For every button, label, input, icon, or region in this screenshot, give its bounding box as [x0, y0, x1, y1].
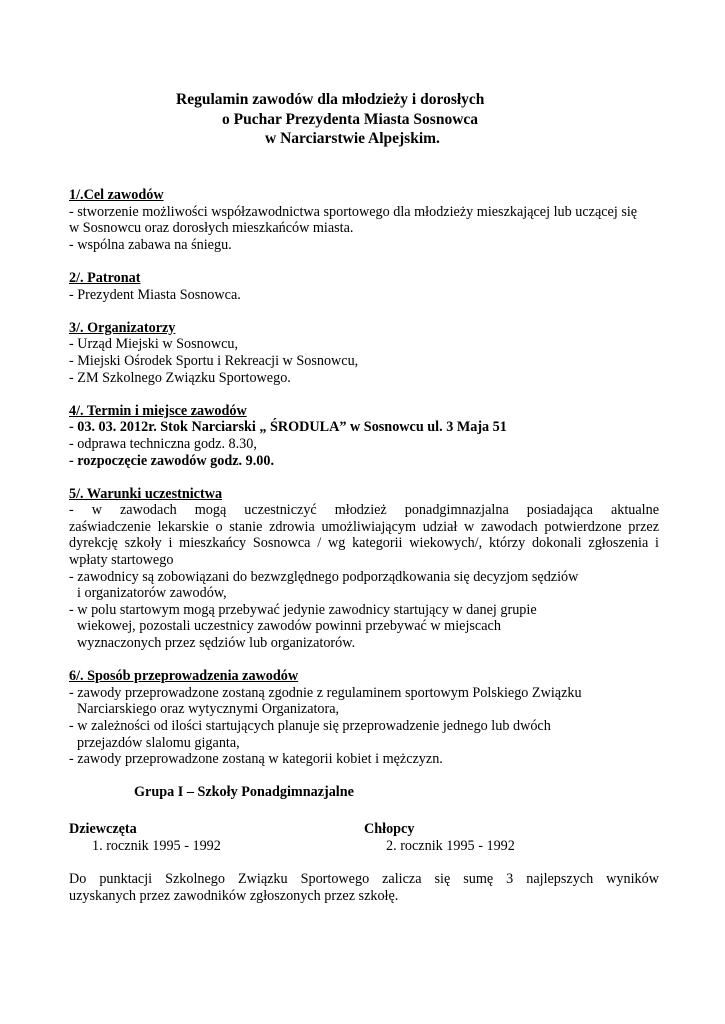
section-organizers [69, 320, 659, 386]
section-date-place [69, 403, 659, 469]
text-line: - stworzenie możliwości współzawodnictwa sportowego dla młodzieży mieszkającej lub uczącej się [69, 203, 638, 220]
document-body [69, 187, 659, 921]
title-line-1: Regulamin zawodów dla młodzieży i dorosłych [176, 91, 485, 108]
document-title [0, 90, 725, 149]
text-line: - rozpoczęcie zawodów godz. 9.00. [69, 452, 275, 469]
text-line: - Miejski Ośrodek Sportu i Rekreacji w Sosnowcu, [69, 352, 359, 369]
girls-column [69, 821, 221, 854]
section-heading: 1/.Cel zawodów [69, 187, 164, 203]
boys-column [364, 821, 515, 854]
text-line: - Prezydent Miasta Sosnowca. [69, 286, 241, 303]
girls-label: Dziewczęta [69, 820, 137, 837]
section-heading: 4/. Termin i miejsce zawodów [69, 402, 247, 419]
text-line: w Sosnowcu oraz dorosłych mieszkańców miasta. [69, 220, 354, 237]
text-line: wiekowej, pozostali uczestnicy zawodów powinni przebywać w miejscach [77, 618, 501, 635]
text-line: - wspólna zabawa na śniegu. [69, 236, 232, 253]
section-scoring [69, 871, 659, 904]
boys-years: 2. rocznik 1995 - 1992 [386, 837, 515, 854]
boys-label: Chłopcy [364, 820, 415, 837]
text-line: - w zależności od ilości startujących planuje się przeprowadzenie jednego lub dwóch [69, 718, 551, 734]
title-line-3: w Narciarstwie Alpejskim. [265, 130, 440, 147]
text-line: wyznaczonych przez sędziów lub organizatorów. [77, 635, 356, 652]
group-title: Grupa I – Szkoły Ponadgimnazjalne [134, 784, 354, 801]
text-line: - zawody przeprowadzone zostaną zgodnie z regulaminem sportowym Polskiego Związku [69, 684, 582, 701]
text-line: dyrekcję szkoły i mieszkańcy Sosnowca / wg kategorii wiekowych/, którzy dokonali zgłoszenia i [69, 535, 659, 552]
text-line: - w zawodach mogą uczestniczyć młodzież ponadgimnazjalna posiadająca aktualne [69, 502, 659, 519]
text-line: - zawodnicy są zobowiązani do bezwzględnego podporządkowania się decyzjom sędziów [69, 568, 579, 585]
text-line: - odprawa techniczna godz. 8.30, [69, 435, 257, 452]
section-goal [69, 187, 659, 253]
text-line: uzyskanych przez zawodników zgłoszonych przez szkołę. [69, 887, 399, 904]
text-line: przejazdów slalomu giganta, [77, 734, 240, 751]
section-heading: 2/. Patronat [69, 269, 141, 286]
section-participation [69, 486, 659, 652]
text-line: - 03. 03. 2012r. Stok Narciarski „ ŚRODULA” w Sosnowcu ul. 3 Maja 51 [69, 419, 507, 436]
text-line: wpłaty startowego [69, 552, 174, 569]
text-line: - Urząd Miejski w Sosnowcu, [69, 336, 239, 353]
category-columns [69, 821, 659, 855]
section-patronage [69, 270, 659, 303]
section-heading: 3/. Organizatorzy [69, 319, 176, 336]
text-line: zaświadczenie lekarskie o stanie zdrowia umożliwiającym udział w zawodach potwierdzone przez [69, 518, 659, 535]
text-line: - zawody przeprowadzone zostaną w kategorii kobiet i mężczyzn. [69, 751, 443, 768]
text-line: i organizatorów zawodów, [77, 585, 227, 602]
girls-years: 1. rocznik 1995 - 1992 [92, 837, 221, 854]
section-procedure [69, 668, 659, 768]
title-line-2: o Puchar Prezydenta Miasta Sosnowca [222, 110, 479, 128]
text-line: - ZM Szkolnego Związku Sportowego. [69, 369, 291, 386]
section-heading: 5/. Warunki uczestnictwa [69, 485, 223, 502]
text-line: - w polu startowym mogą przebywać jedynie zawodnicy startujący w danej grupie [69, 601, 537, 618]
section-heading: 6/. Sposób przeprowadzenia zawodów [69, 668, 299, 685]
text-line: Do punktacji Szkolnego Związku Sportowego zalicza się sumę 3 najlepszych wyników [69, 870, 659, 887]
text-line: Narciarskiego oraz wytycznymi Organizatora, [77, 701, 340, 718]
